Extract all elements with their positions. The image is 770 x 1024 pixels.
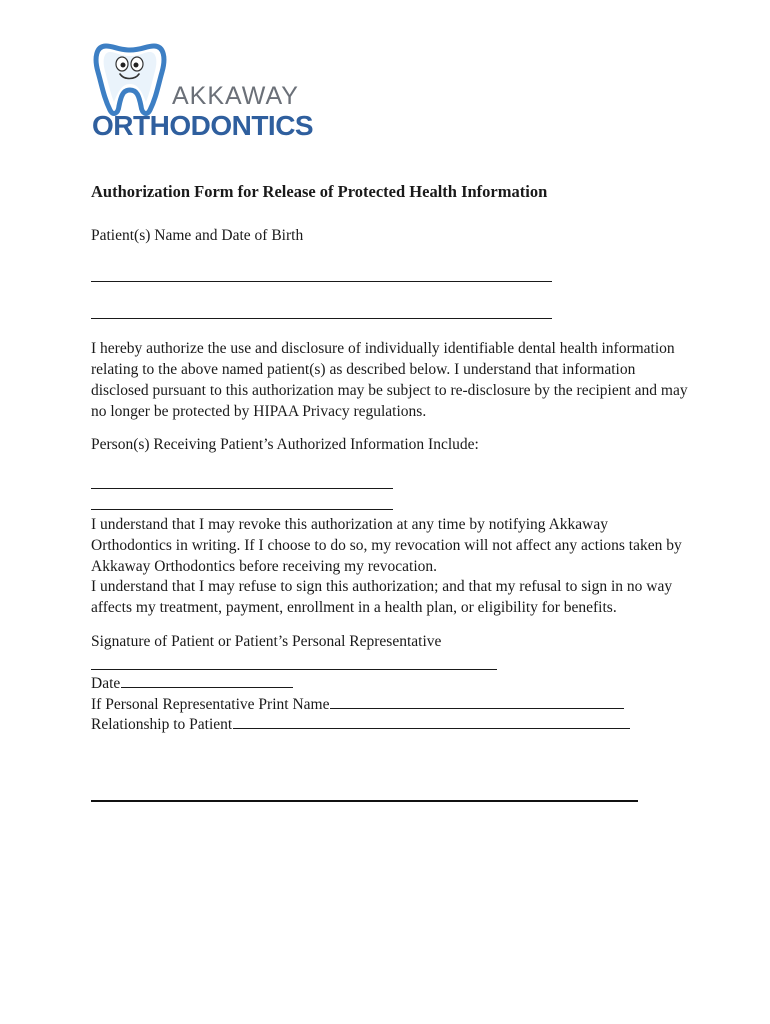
relationship-label: Relationship to Patient [91,716,233,733]
recipients-label: Person(s) Receiving Patient’s Authorized Information Include: [91,436,479,453]
revocation-paragraph: I understand that I may revoke this authorization at any time by notifying Akkaway Orthodontics in writing. If I choose to do so, my revocation will not affect any actions taken by Akkaway Orthodontics before receiving my revocation. [91,516,682,575]
patient-name-label: Patient(s) Name and Date of Birth [91,227,304,244]
company-logo [92,40,322,145]
form-title: Authorization Form for Release of Protected Health Information [91,182,548,201]
smiling-tooth-icon [92,40,172,118]
logo-wordmark-bottom: ORTHODONTICS [92,110,314,141]
rep-name-label: If Personal Representative Print Name [91,696,330,713]
signature-field[interactable] [91,669,497,670]
date-field[interactable] [121,687,293,688]
recipient-field-2[interactable] [91,509,393,510]
date-row [91,675,293,693]
signature-label: Signature of Patient or Patient’s Personal Representative [91,633,442,650]
authorization-paragraph: I hereby authorize the use and disclosure of individually identifiable dental health information relating to the above named patient(s) as described below. I understand that information disclosed pursuant to this authorization may be subject to re-disclosure by the recipient and may no longer be protected by HIPAA Privacy regulations. [91,340,688,420]
patient-name-field-1[interactable] [91,281,552,282]
relationship-field[interactable] [233,728,630,729]
rep-name-row [91,696,624,714]
date-label: Date [91,675,121,692]
relationship-row [91,716,630,734]
bottom-divider [91,800,638,802]
refusal-paragraph: I understand that I may refuse to sign this authorization; and that my refusal to sign in no way affects my treatment, payment, enrollment in a health plan, or eligibility for benefits. [91,578,673,616]
recipient-field-1[interactable] [91,488,393,489]
rep-name-field[interactable] [330,708,624,709]
logo-wordmark-top: AKKAWAY [172,82,299,110]
patient-name-field-2[interactable] [91,318,552,319]
